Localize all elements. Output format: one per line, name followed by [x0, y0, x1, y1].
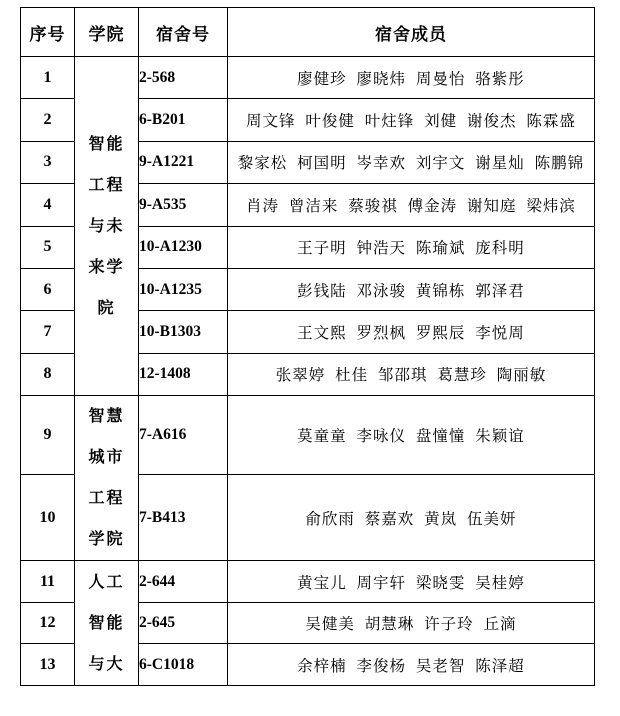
college-cell-smart-city [75, 396, 139, 561]
serial-cell: 6 [21, 268, 75, 310]
members-cell: 黄宝儿 周宇轩 梁晓雯 吴桂婷 [228, 561, 595, 603]
members-cell: 肖涛 曾洁来 蔡骏祺 傅金涛 谢知庭 梁炜滨 [228, 184, 595, 226]
serial-cell: 10 [21, 475, 75, 561]
college-line: 与未 [88, 217, 125, 235]
members-cell: 莫童童 李咏仪 盘憧憧 朱颖谊 [228, 396, 595, 475]
table-row [21, 57, 595, 99]
header-cell-college: 学院 [75, 8, 139, 57]
college-line: 智能 [88, 614, 125, 632]
table-row [21, 396, 595, 475]
serial-cell: 2 [21, 99, 75, 141]
college-line: 学院 [88, 531, 125, 549]
serial-cell: 4 [21, 184, 75, 226]
header-cell-room: 宿舍号 [139, 8, 228, 57]
members-cell: 吴健美 胡慧琳 许子玲 丘滴 [228, 603, 595, 644]
serial-cell: 1 [21, 57, 75, 99]
room-cell: 7-B413 [139, 475, 228, 561]
room-cell: 9-A1221 [139, 141, 228, 183]
college-line: 智能 [88, 135, 125, 153]
members-cell: 黎家松 柯国明 岑幸欢 刘宇文 谢星灿 陈鹏锦 [228, 141, 595, 183]
dorm-assignment-table [20, 7, 595, 686]
college-line: 城市 [88, 449, 125, 467]
college-line: 院 [97, 299, 116, 317]
members-cell: 余梓楠 李俊杨 吴老智 陈泽超 [228, 644, 595, 686]
college-line: 来学 [88, 258, 125, 276]
header-cell-members: 宿舍成员 [228, 8, 595, 57]
serial-cell: 11 [21, 561, 75, 603]
room-cell: 6-B201 [139, 99, 228, 141]
header-row [21, 8, 595, 57]
members-cell: 俞欣雨 蔡嘉欢 黄岚 伍美妍 [228, 475, 595, 561]
header-cell-no: 序号 [21, 8, 75, 57]
members-cell: 王子明 钟浩天 陈瑜斌 庞科明 [228, 226, 595, 268]
room-cell: 10-A1230 [139, 226, 228, 268]
room-cell: 2-644 [139, 561, 228, 603]
serial-cell: 3 [21, 141, 75, 183]
college-cell-ai-big-data [75, 561, 139, 686]
serial-cell: 7 [21, 311, 75, 353]
members-cell: 廖健珍 廖晓炜 周曼怡 骆紫彤 [228, 57, 595, 99]
room-cell: 6-C1018 [139, 644, 228, 686]
serial-cell: 12 [21, 603, 75, 644]
college-line: 与大 [88, 655, 125, 673]
serial-cell: 5 [21, 226, 75, 268]
room-cell: 2-645 [139, 603, 228, 644]
members-cell: 彭钱陆 邓泳骏 黄锦栋 郭泽君 [228, 268, 595, 310]
room-cell: 10-A1235 [139, 268, 228, 310]
table-row [21, 561, 595, 603]
serial-cell: 8 [21, 353, 75, 395]
room-cell: 10-B1303 [139, 311, 228, 353]
college-line: 工程 [88, 490, 125, 508]
serial-cell: 9 [21, 396, 75, 475]
members-cell: 张翠婷 杜佳 邹邵琪 葛慧珍 陶丽敏 [228, 353, 595, 395]
serial-cell: 13 [21, 644, 75, 686]
room-cell: 9-A535 [139, 184, 228, 226]
college-line: 智慧 [88, 408, 125, 426]
college-line: 人工 [88, 573, 125, 591]
room-cell: 2-568 [139, 57, 228, 99]
members-cell: 周文锋 叶俊健 叶炷锋 刘健 谢俊杰 陈霖盛 [228, 99, 595, 141]
college-cell-smart-engineering [75, 57, 139, 396]
room-cell: 7-A616 [139, 396, 228, 475]
college-line: 工程 [88, 176, 125, 194]
room-cell: 12-1408 [139, 353, 228, 395]
members-cell: 王文熙 罗烈枫 罗熙辰 李悦周 [228, 311, 595, 353]
